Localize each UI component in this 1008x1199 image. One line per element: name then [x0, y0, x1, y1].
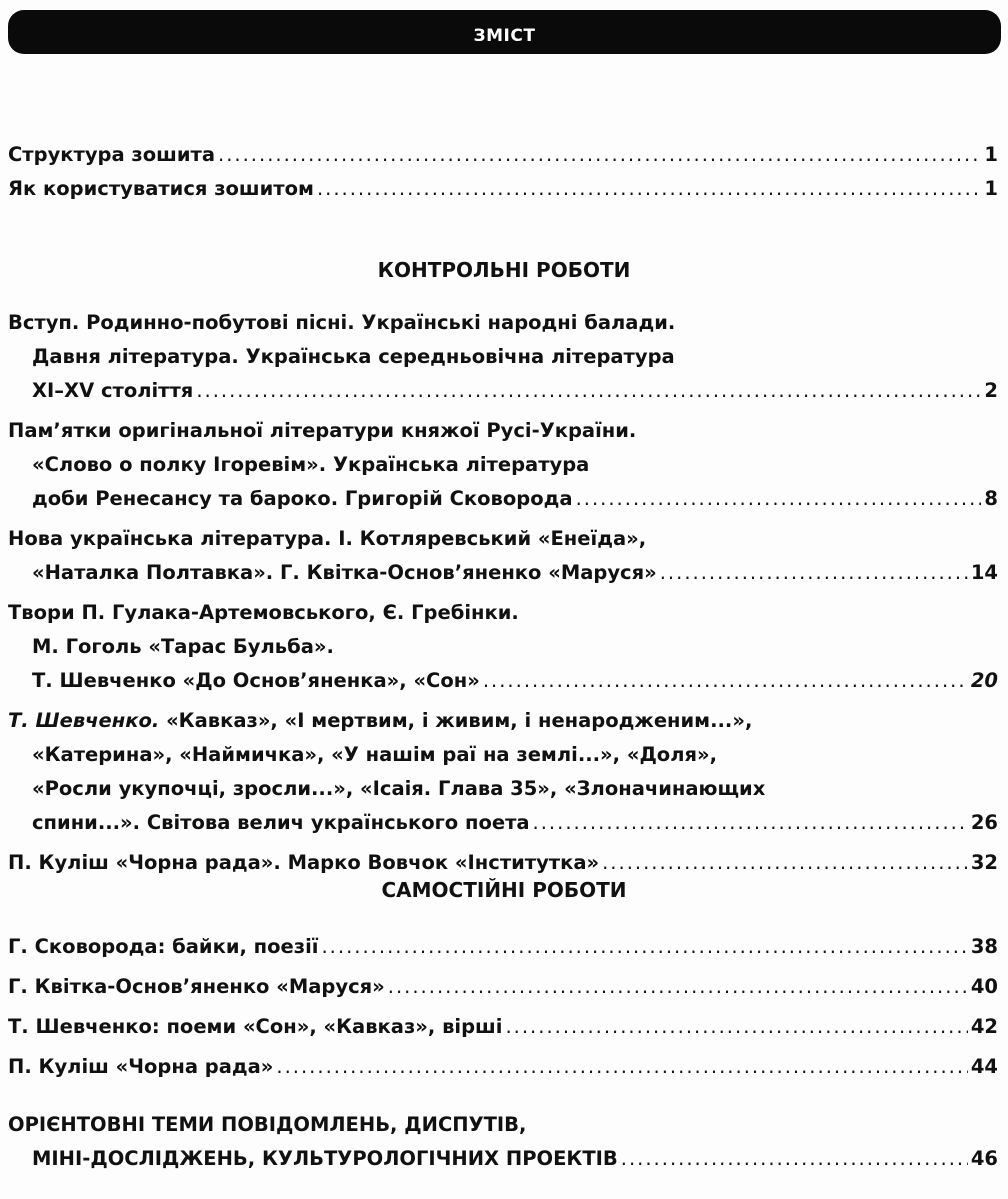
- page-number: 46: [970, 1147, 998, 1170]
- toc-entry[interactable]: [8, 967, 998, 1007]
- page-number: 1: [984, 177, 998, 200]
- entry-title: Г. Сковорода: байки, поезії: [8, 935, 319, 958]
- leader-dots: [483, 664, 968, 698]
- toc-entry[interactable]: [8, 1108, 998, 1176]
- entry-author: Т. Шевченко.: [8, 709, 160, 732]
- leader-dots: [388, 967, 968, 1007]
- entry-title: ОРІЄНТОВНІ ТЕМИ ПОВІДОМЛЕНЬ, ДИСПУТІВ,: [8, 1113, 527, 1136]
- page-number: 2: [984, 379, 998, 402]
- entry-title: Г. Квітка-Основ’яненко «Маруся»: [8, 975, 385, 998]
- toc-intro: [8, 138, 998, 206]
- entry-title: Пам’ятки оригінальної літератури княжої Русі-України.: [8, 419, 637, 442]
- toc-entry[interactable]: [8, 172, 998, 206]
- entry-title: Структура зошита: [8, 143, 215, 166]
- entry-title: Як користуватися зошитом: [8, 177, 314, 200]
- entry-title: М. Гоголь «Тарас Бульба».: [32, 635, 334, 658]
- toc-themes: [8, 1108, 998, 1176]
- page-number: 44: [970, 1055, 998, 1078]
- toc-entry[interactable]: [8, 704, 998, 840]
- leader-dots: [660, 556, 968, 590]
- section-title-independent: САМОСТІЙНІ РОБОТИ: [381, 878, 627, 902]
- entry-title: МІНІ-ДОСЛІДЖЕНЬ, КУЛЬТУРОЛОГІЧНИХ ПРОЕКТІВ: [32, 1147, 618, 1170]
- leader-dots: [505, 1007, 967, 1047]
- toc-entry[interactable]: [8, 522, 998, 590]
- page-number: 38: [970, 935, 998, 958]
- entry-title: «Кавказ», «І мертвим, і живим, і ненародженим...»,: [159, 709, 753, 732]
- leader-dots: [276, 1047, 967, 1087]
- entry-title: П. Куліш «Чорна рада». Марко Вовчок «Інститутка»: [8, 851, 600, 874]
- leader-dots: [621, 1142, 968, 1176]
- entry-title: XI–XV століття: [32, 379, 194, 402]
- entry-title: Давня література. Українська середньовічна література: [32, 345, 675, 368]
- page-number: 20: [970, 669, 998, 692]
- contents-header-bar: [8, 10, 1001, 54]
- toc-control: [8, 306, 998, 880]
- toc-entry[interactable]: [8, 1047, 998, 1087]
- toc-entry[interactable]: [8, 596, 998, 698]
- toc-entry[interactable]: [8, 1007, 998, 1047]
- toc-entry[interactable]: [8, 927, 998, 967]
- toc-independent: [8, 927, 998, 1087]
- page-number: 26: [970, 811, 998, 834]
- entry-title: «Росли укупочці, зросли...», «Ісаія. Глава 35», «Злоначинающих: [32, 777, 766, 800]
- page-number: 8: [984, 487, 998, 510]
- page-number: 14: [970, 561, 998, 584]
- section-title-control: КОНТРОЛЬНІ РОБОТИ: [377, 258, 631, 282]
- entry-title: П. Куліш «Чорна рада»: [8, 1055, 274, 1078]
- page-number: 42: [970, 1015, 998, 1038]
- page-number: 32: [970, 851, 998, 874]
- contents-title: ЗМІСТ: [473, 26, 536, 46]
- page-number: 40: [970, 975, 998, 998]
- leader-dots: [602, 846, 968, 880]
- entry-title: Нова українська література. І. Котляревський «Енеїда»,: [8, 527, 647, 550]
- leader-dots: [196, 374, 981, 408]
- entry-title: «Наталка Полтавка». Г. Квітка-Основ’яненко «Маруся»: [32, 561, 657, 584]
- entry-title: доби Ренесансу та бароко. Григорій Сковорода: [32, 487, 573, 510]
- entry-title: Т. Шевченко: поеми «Сон», «Кавказ», вірші: [8, 1015, 503, 1038]
- leader-dots: [321, 927, 967, 967]
- toc-entry[interactable]: [8, 306, 998, 408]
- toc-entry[interactable]: [8, 846, 998, 880]
- leader-dots: [317, 172, 981, 206]
- toc-entry[interactable]: [8, 138, 998, 172]
- entry-title: «Слово о полку Ігоревім». Українська література: [32, 453, 590, 476]
- entry-title: спини...». Світова велич українського поета: [32, 811, 530, 834]
- entry-title: Вступ. Родинно-побутові пісні. Українські народні балади.: [8, 311, 676, 334]
- entry-title: Твори П. Гулака-Артемовського, Є. Гребінки.: [8, 601, 519, 624]
- toc-entry[interactable]: [8, 414, 998, 516]
- leader-dots: [533, 806, 968, 840]
- leader-dots: [218, 138, 981, 172]
- leader-dots: [576, 482, 982, 516]
- page-number: 1: [984, 143, 998, 166]
- entry-title: Т. Шевченко «До Основ’яненка», «Сон»: [32, 669, 480, 692]
- entry-title: «Катерина», «Наймичка», «У нашім раї на землі...», «Доля»,: [32, 743, 718, 766]
